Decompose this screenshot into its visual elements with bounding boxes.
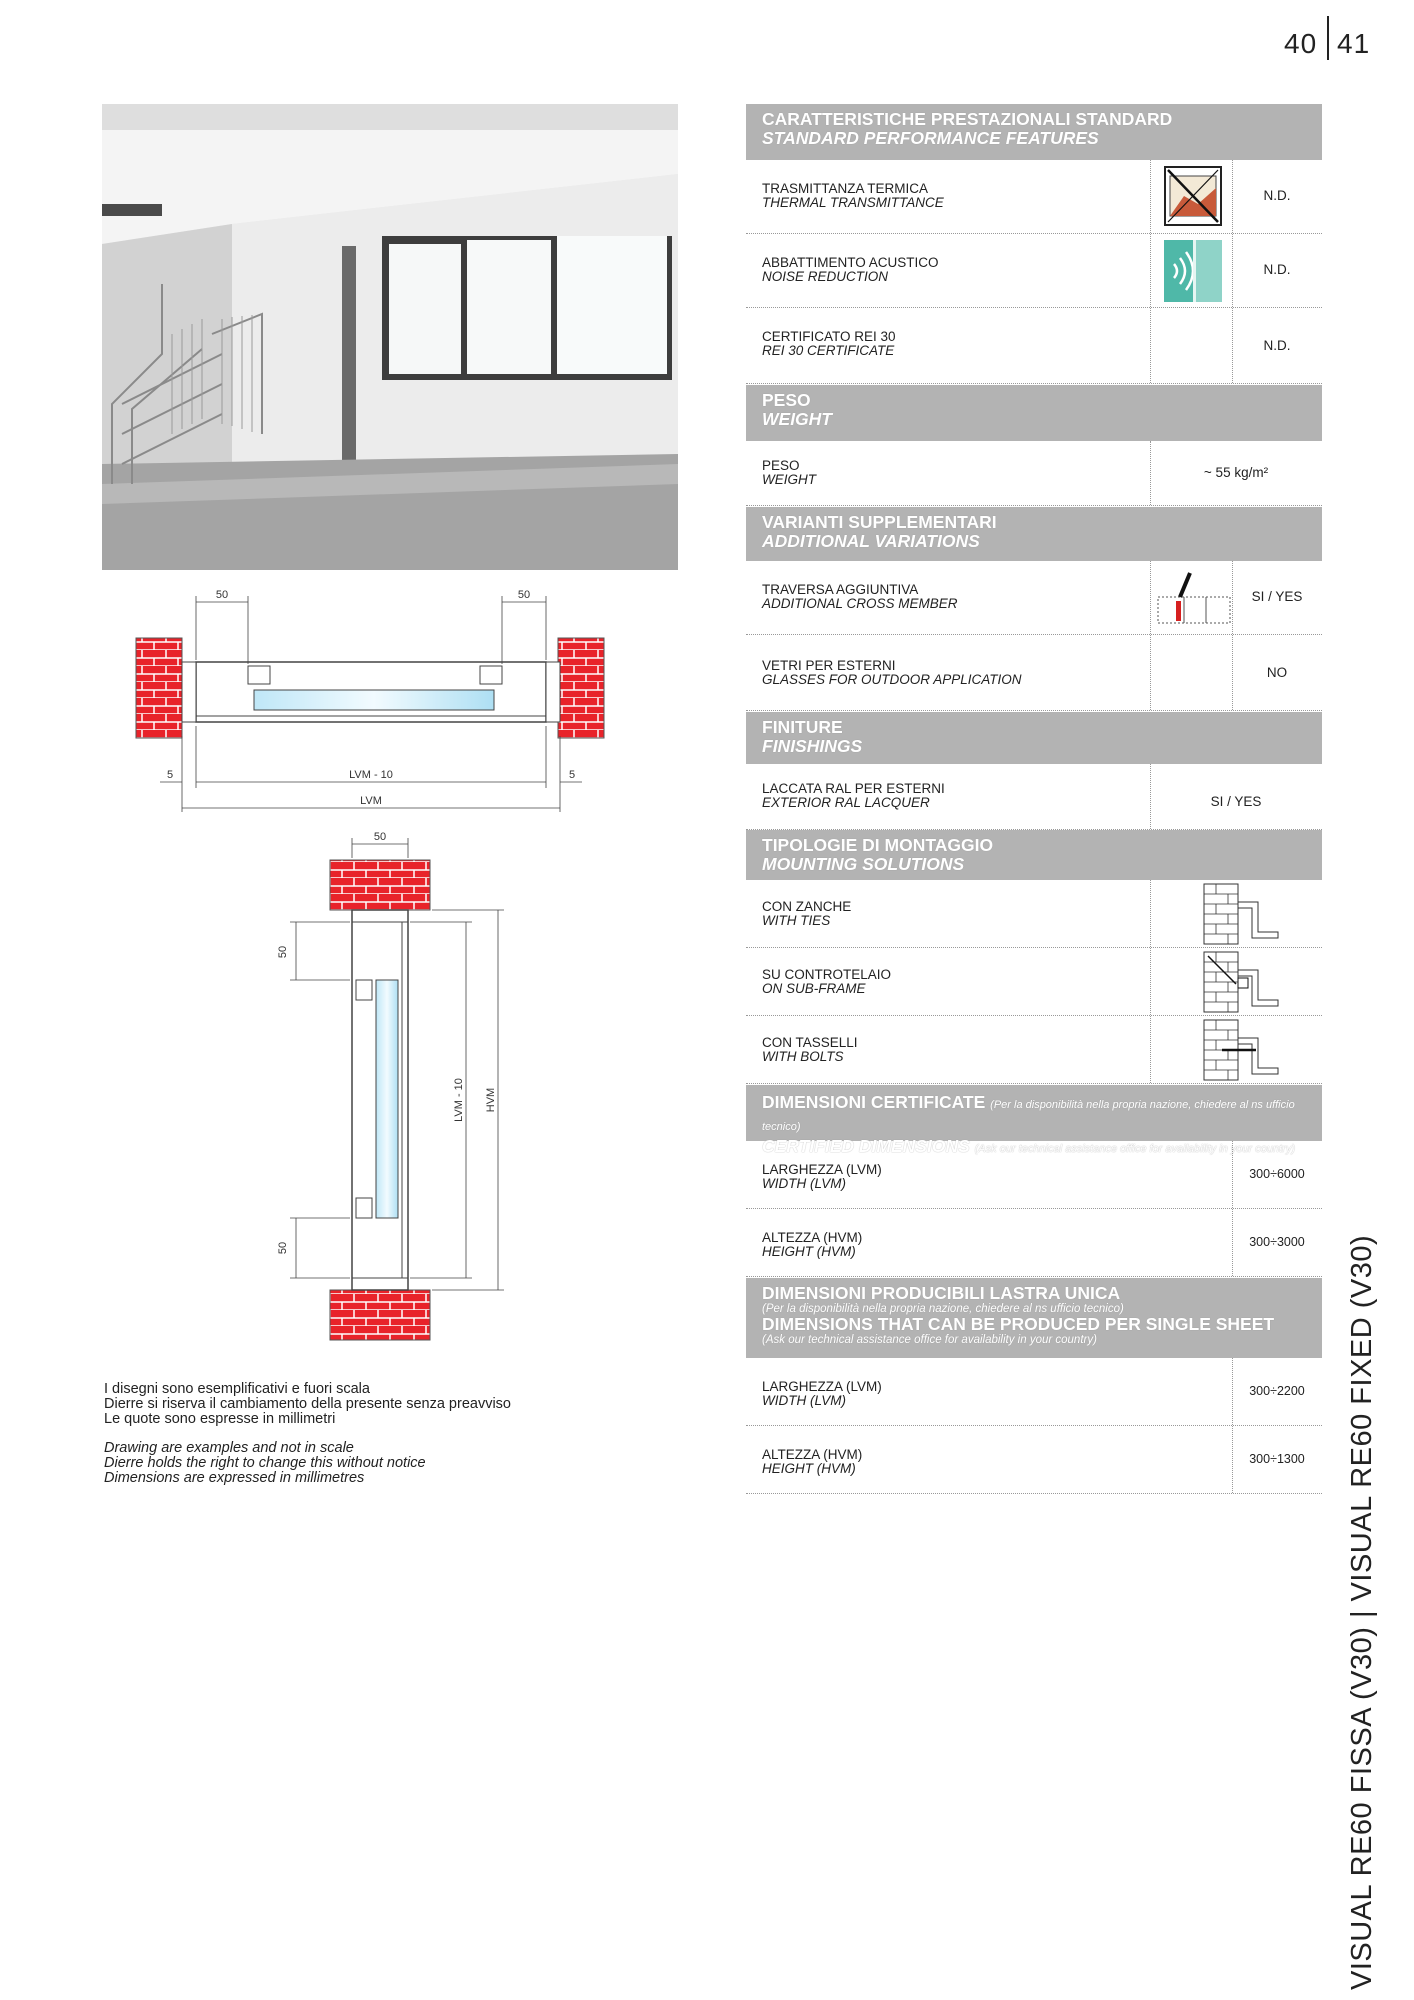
vertical-section-drawing xyxy=(270,830,510,1350)
row-cert-height: ALTEZZA (HVM) HEIGHT (HVM) 300÷3000 xyxy=(746,1209,1322,1277)
row-mount-bolts: CON TASSELLI WITH BOLTS xyxy=(746,1016,1322,1084)
section-variants-header: VARIANTI SUPPLEMENTARI ADDITIONAL VARIATIONS xyxy=(746,507,1322,561)
outdoor-glass-value: NO xyxy=(1266,665,1288,680)
section-single-sheet-header: DIMENSIONI PRODUCIBILI LASTRA UNICA (Per la disponibilità nella propria nazione, chiedere al ns ufficio tecnico) DIMENSIONS THAT CAN BE PRODUCED PER SINGLE SHEET (Ask our technical assistance office for availability in your country) xyxy=(746,1278,1322,1358)
dim-top-right: 50 xyxy=(517,589,531,601)
row-cross-member: TRAVERSA AGGIUNTIVA ADDITIONAL CROSS MEMBER SI / YES xyxy=(746,561,1322,635)
single-width-value: 300÷2200 xyxy=(1249,1384,1305,1398)
cross-member-icon xyxy=(1156,571,1232,627)
dim-left-gap: 5 xyxy=(166,769,174,781)
sound-reduction-icon xyxy=(1164,240,1222,302)
cross-member-value: SI / YES xyxy=(1251,589,1303,604)
section-performance-header: CARATTERISTICHE PRESTAZIONALI STANDARD STANDARD PERFORMANCE FEATURES xyxy=(746,104,1322,160)
dim-upper-side: 50 xyxy=(277,945,289,959)
row-cert-width: LARGHEZZA (LVM) WIDTH (LVM) 300÷6000 xyxy=(746,1141,1322,1209)
weight-value: ~ 55 kg/m² xyxy=(1203,465,1269,480)
side-title: VISUAL RE60 FISSA (V30) | VISUAL RE60 FIXED (V30) xyxy=(1346,1234,1378,1990)
thermal-icon xyxy=(1164,166,1222,226)
page-number-left: 40 xyxy=(1284,28,1318,59)
dim-right-gap: 5 xyxy=(568,769,576,781)
row-mount-ties: CON ZANCHE WITH TIES xyxy=(746,880,1322,948)
note-it-2: Dierre si riserva il cambiamento della presente senza preavviso xyxy=(104,1396,511,1412)
section-mounting-header: TIPOLOGIE DI MONTAGGIO MOUNTING SOLUTIONS xyxy=(746,830,1322,880)
lacquer-value: SI / YES xyxy=(1210,794,1262,809)
interior-window-photo xyxy=(102,104,678,570)
row-weight: PESO WEIGHT ~ 55 kg/m² xyxy=(746,441,1322,506)
note-en-2: Dierre holds the right to change this without notice xyxy=(104,1455,426,1471)
noise-value: N.D. xyxy=(1263,262,1291,277)
section-weight-header: PESO WEIGHT xyxy=(746,385,1322,441)
row-mount-subframe: SU CONTROTELAIO ON SUB-FRAME xyxy=(746,948,1322,1016)
single-height-value: 300÷1300 xyxy=(1249,1452,1305,1466)
mount-bolts-icon xyxy=(1202,1018,1282,1082)
product-photo xyxy=(102,104,678,570)
horizontal-section-drawing xyxy=(130,586,620,816)
rei-value: N.D. xyxy=(1263,338,1291,353)
dim-top: 50 xyxy=(373,831,387,843)
dim-outer-width: LVM xyxy=(360,795,382,807)
page-number-divider xyxy=(1327,16,1329,60)
drawing-notes xyxy=(104,1382,664,1486)
note-it-1: I disegni sono esemplificativi e fuori scala xyxy=(104,1381,370,1397)
row-single-width: LARGHEZZA (LVM) WIDTH (LVM) 300÷2200 xyxy=(746,1358,1322,1426)
row-outdoor-glass: VETRI PER ESTERNI GLASSES FOR OUTDOOR APPLICATION NO xyxy=(746,635,1322,711)
row-lacquer: LACCATA RAL PER ESTERNI EXTERIOR RAL LACQUER SI / YES xyxy=(746,764,1322,830)
row-noise: ABBATTIMENTO ACUSTICO NOISE REDUCTION N.D. xyxy=(746,234,1322,308)
row-rei: CERTIFICATO REI 30 REI 30 CERTIFICATE N.D. xyxy=(746,308,1322,384)
dim-outer-height: HVM xyxy=(485,1087,497,1113)
cert-width-value: 300÷6000 xyxy=(1249,1167,1305,1181)
thermal-value: N.D. xyxy=(1263,188,1291,203)
note-it-3: Le quote sono espresse in millimetri xyxy=(104,1411,336,1427)
note-en-3: Dimensions are expressed in millimetres xyxy=(104,1470,365,1486)
row-single-height: ALTEZZA (HVM) HEIGHT (HVM) 300÷1300 xyxy=(746,1426,1322,1494)
dim-inner-width: LVM - 10 xyxy=(349,769,393,781)
dim-inner-height: LVM - 10 xyxy=(453,1078,465,1122)
row-thermal: TRASMITTANZA TERMICA THERMAL TRANSMITTANCE N.D. xyxy=(746,160,1322,234)
mount-ties-icon xyxy=(1202,882,1282,946)
dim-lower-side: 50 xyxy=(277,1241,289,1255)
cert-height-value: 300÷3000 xyxy=(1249,1235,1305,1249)
mount-subframe-icon xyxy=(1202,950,1282,1014)
section-certified-header: DIMENSIONI CERTIFICATE (Per la disponibilità nella propria nazione, chiedere al ns ufficio tecnico) CERTIFIED DIMENSIONS (Ask our technical assistance office for availability in your country) xyxy=(746,1085,1322,1141)
dim-top-left: 50 xyxy=(215,589,229,601)
note-en-1: Drawing are examples and not in scale xyxy=(104,1440,354,1456)
section-finishings-header: FINITURE FINISHINGS xyxy=(746,712,1322,764)
page-number-right: 41 xyxy=(1337,28,1371,59)
